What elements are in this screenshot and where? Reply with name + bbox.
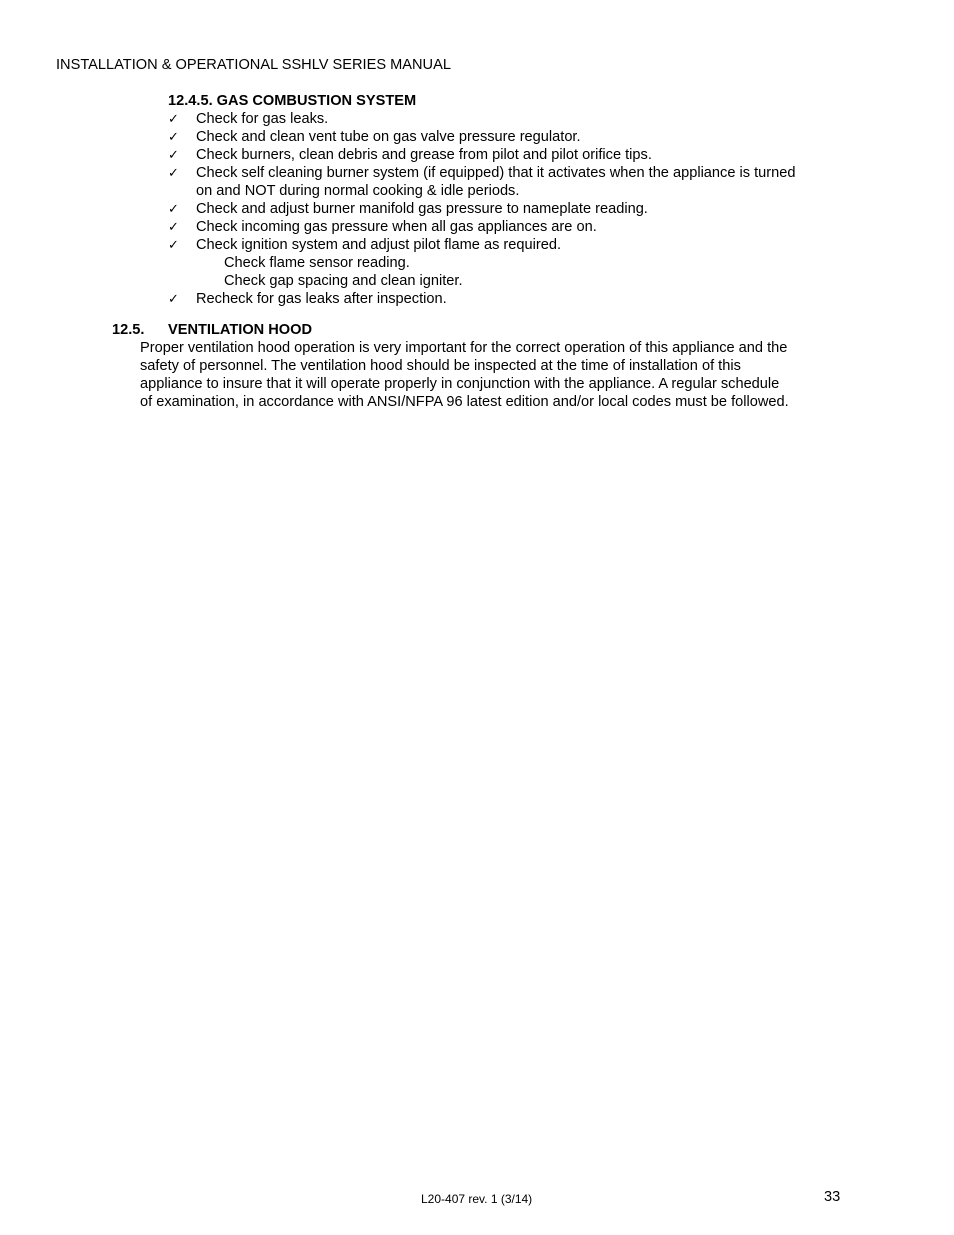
check-item-text: Check and adjust burner manifold gas pressure to nameplate reading. [196,201,648,217]
check-mark-icon: ✓ [168,237,179,252]
check-item [168,200,858,218]
sub-item: Check gap spacing and clean igniter. [224,273,463,289]
gas-section-title: 12.4.5. GAS COMBUSTION SYSTEM [168,93,417,109]
check-mark-icon: ✓ [168,219,179,234]
check-item [168,218,858,236]
sub-item: Check flame sensor reading. [224,255,410,271]
paragraph-line: safety of personnel. The ventilation hood should be inspected at the time of installation of this [140,358,741,374]
check-item-text: Check ignition system and adjust pilot flame as required. [196,237,562,253]
check-item [168,236,858,254]
page-header: INSTALLATION & OPERATIONAL SSHLV SERIES MANUAL [56,57,451,73]
check-item-text: Check burners, clean debris and grease from pilot and pilot orifice tips. [196,147,652,163]
check-item-text-line-1: Check self cleaning burner system (if equipped) that it activates when the appliance is turned [196,165,796,181]
check-item [168,110,858,128]
check-mark-icon: ✓ [168,201,179,216]
check-item-text: Check and clean vent tube on gas valve pressure regulator. [196,129,581,145]
page-number: 33 [824,1189,841,1205]
hood-section-title: VENTILATION HOOD [168,322,313,338]
paragraph-line: Proper ventilation hood operation is very important for the correct operation of this appliance and the [140,340,788,356]
check-mark-icon: ✓ [168,129,179,144]
check-mark-icon: ✓ [168,291,179,306]
check-item [168,164,858,200]
check-item-text-line-2: on and NOT during normal cooking & idle periods. [196,183,520,199]
check-item-text: Recheck for gas leaks after inspection. [196,291,447,307]
gas-checklist [168,110,858,308]
check-item [168,128,858,146]
check-mark-icon: ✓ [168,111,179,126]
paragraph-line: of examination, in accordance with ANSI/NFPA 96 latest edition and/or local codes must be followed. [140,394,789,410]
paragraph-line: appliance to insure that it will operate properly in conjunction with the appliance. A regular schedule [140,376,780,392]
hood-section-paragraph [140,339,860,411]
hood-section-heading [112,321,312,339]
hood-section-number: 12.5. [112,322,145,338]
check-item-text: Check for gas leaks. [196,111,329,127]
check-item-text: Check incoming gas pressure when all gas appliances are on. [196,219,597,235]
check-mark-icon: ✓ [168,147,179,162]
check-item [168,290,858,308]
check-item [168,146,858,164]
footer-doc-code: L20-407 rev. 1 (3/14) [421,1192,533,1206]
check-mark-icon: ✓ [168,165,179,180]
